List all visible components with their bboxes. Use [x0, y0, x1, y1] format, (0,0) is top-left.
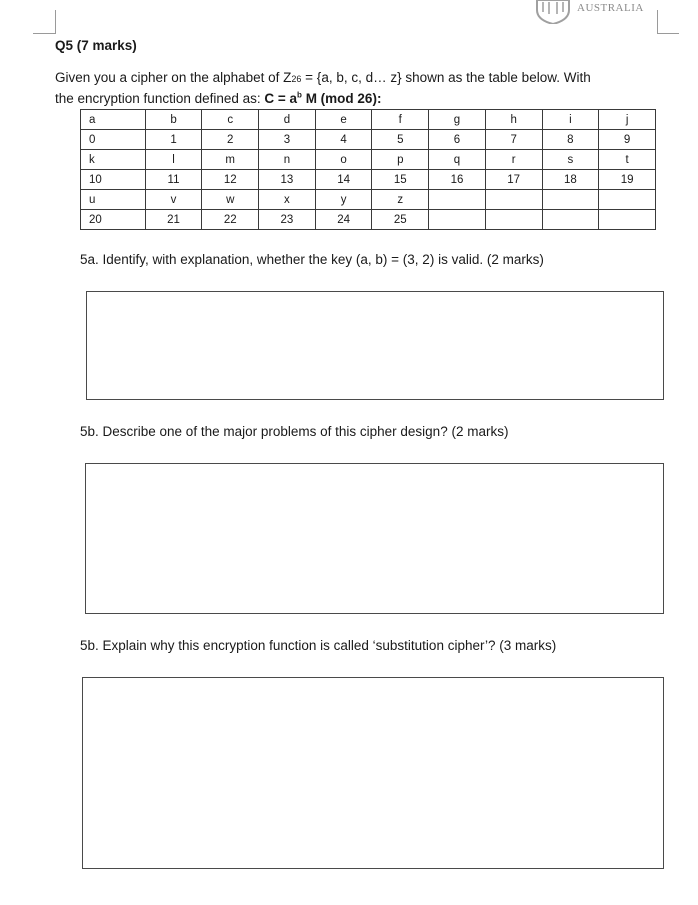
intro-line2-text: the encryption function defined as:: [55, 91, 265, 106]
crest-icon: [533, 0, 573, 24]
table-cell: [599, 210, 656, 230]
table-cell: 11: [145, 170, 202, 190]
cipher-table-body: [81, 110, 656, 230]
table-cell: g: [429, 110, 486, 130]
table-cell: 24: [315, 210, 372, 230]
answer-box-5a[interactable]: [86, 291, 664, 400]
table-cell: 3: [259, 130, 316, 150]
formula-colon: :: [376, 91, 382, 106]
table-cell: [542, 190, 599, 210]
table-cell: 5: [372, 130, 429, 150]
intro-text-cont: = {a, b, c, d… z} shown as the table below. With: [301, 70, 591, 85]
crop-mark-left-vertical: [55, 10, 56, 34]
table-cell: [542, 210, 599, 230]
formula-prefix: C = a: [264, 91, 298, 106]
table-cell: q: [429, 150, 486, 170]
crop-mark-right: [657, 33, 679, 34]
table-cell: h: [485, 110, 542, 130]
table-cell: 8: [542, 130, 599, 150]
table-cell: z: [372, 190, 429, 210]
intro-line-2: [55, 89, 655, 109]
university-logo: [533, 0, 673, 24]
table-cell: 10: [81, 170, 146, 190]
table-cell: 17: [485, 170, 542, 190]
table-cell: r: [485, 150, 542, 170]
formula-suffix: M (mod 26): [301, 91, 377, 106]
table-cell: v: [145, 190, 202, 210]
table-cell: y: [315, 190, 372, 210]
table-cell: d: [259, 110, 316, 130]
table-cell: u: [81, 190, 146, 210]
answer-box-5b[interactable]: [85, 463, 664, 614]
table-cell: k: [81, 150, 146, 170]
table-cell: 7: [485, 130, 542, 150]
table-cell: m: [202, 150, 259, 170]
table-cell: 15: [372, 170, 429, 190]
table-cell: l: [145, 150, 202, 170]
table-cell: [485, 190, 542, 210]
answer-box-5c[interactable]: [82, 677, 664, 869]
logo-text: AUSTRALIA: [577, 2, 644, 14]
table-cell: [599, 190, 656, 210]
table-cell: 4: [315, 130, 372, 150]
table-cell: 14: [315, 170, 372, 190]
encryption-formula: [264, 91, 381, 106]
table-cell: f: [372, 110, 429, 130]
intro-line-1: [55, 68, 655, 89]
part-5c-question: 5b. Explain why this encryption function is called ‘substitution cipher’? (3 marks): [80, 638, 557, 653]
table-cell: s: [542, 150, 599, 170]
table-cell: [485, 210, 542, 230]
table-cell: [429, 190, 486, 210]
table-row: [81, 110, 656, 130]
table-cell: 18: [542, 170, 599, 190]
part-5a-question: 5a. Identify, with explanation, whether the key (a, b) = (3, 2) is valid. (2 marks): [80, 252, 544, 267]
table-cell: a: [81, 110, 146, 130]
table-cell: 6: [429, 130, 486, 150]
question-intro: [55, 68, 655, 109]
table-cell: 20: [81, 210, 146, 230]
table-cell: 23: [259, 210, 316, 230]
table-cell: 1: [145, 130, 202, 150]
table-cell: 12: [202, 170, 259, 190]
table-cell: 0: [81, 130, 146, 150]
table-cell: n: [259, 150, 316, 170]
cipher-table: [80, 109, 656, 230]
table-cell: 16: [429, 170, 486, 190]
table-row: [81, 170, 656, 190]
part-5b-question: 5b. Describe one of the major problems of this cipher design? (2 marks): [80, 424, 509, 439]
table-row: [81, 130, 656, 150]
intro-subscript: 26: [291, 74, 302, 84]
question-title: Q5 (7 marks): [55, 38, 137, 53]
table-row: [81, 210, 656, 230]
table-cell: i: [542, 110, 599, 130]
table-cell: c: [202, 110, 259, 130]
table-cell: b: [145, 110, 202, 130]
table-cell: j: [599, 110, 656, 130]
table-cell: p: [372, 150, 429, 170]
table-cell: e: [315, 110, 372, 130]
table-cell: 9: [599, 130, 656, 150]
table-cell: x: [259, 190, 316, 210]
table-row: [81, 190, 656, 210]
intro-text: Given you a cipher on the alphabet of Z: [55, 70, 292, 85]
table-row: [81, 150, 656, 170]
table-cell: 22: [202, 210, 259, 230]
table-cell: 25: [372, 210, 429, 230]
formula-exponent: b: [297, 90, 302, 100]
table-cell: 2: [202, 130, 259, 150]
table-cell: 19: [599, 170, 656, 190]
table-cell: 13: [259, 170, 316, 190]
table-cell: o: [315, 150, 372, 170]
table-cell: t: [599, 150, 656, 170]
table-cell: 21: [145, 210, 202, 230]
table-cell: [429, 210, 486, 230]
crop-mark-left: [33, 33, 55, 34]
table-cell: w: [202, 190, 259, 210]
